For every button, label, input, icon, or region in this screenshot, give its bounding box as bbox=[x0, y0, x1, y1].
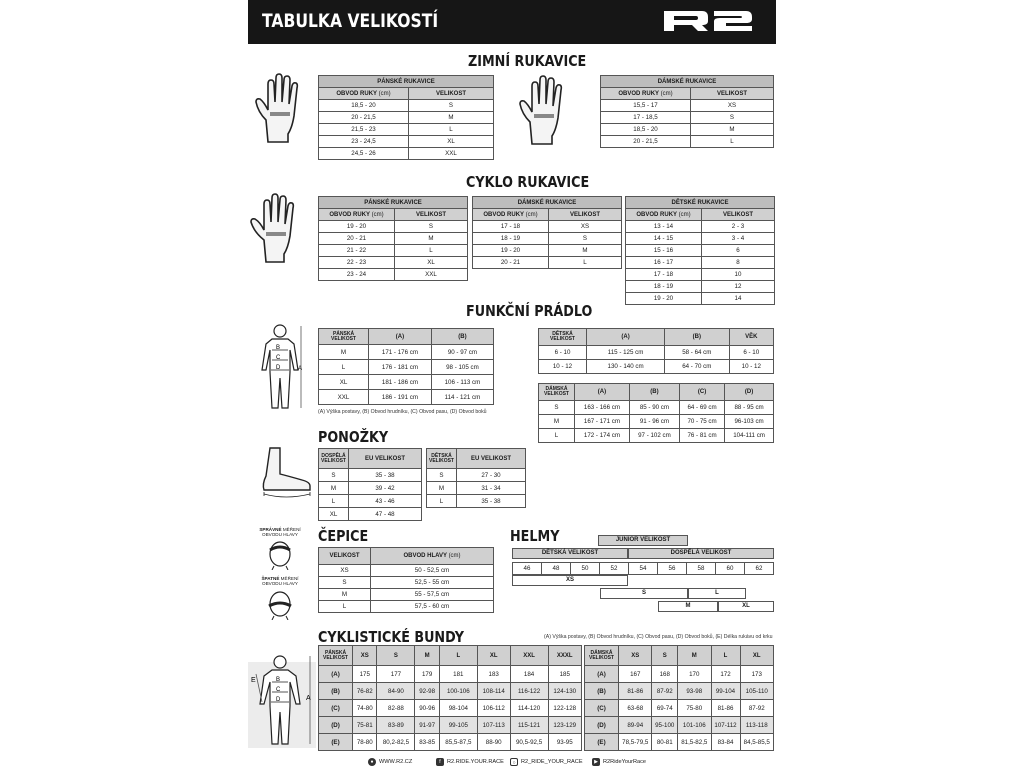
hand-outline-icon bbox=[254, 72, 310, 146]
col-header: (A) bbox=[587, 329, 665, 346]
table-row: 19 - 20 M bbox=[473, 245, 622, 257]
table-row: (C) 74-80 82-88 90-96 98-104 106-112 114-120 122-128 bbox=[319, 700, 582, 717]
table-row: 17 - 18 10 bbox=[626, 269, 775, 281]
table-row: S 163 - 166 cm 85 - 90 cm 64 - 69 cm 88 - 95 cm bbox=[539, 401, 774, 415]
bundy-note: (A) Výška postavy, (B) Obvod hrudníku, (C) Obvod pasu, (D) Obvod boků, (E) Délka rukávu od krku bbox=[544, 634, 773, 640]
table-row: 15,5 - 17 XS bbox=[601, 100, 774, 112]
col-header: (D) bbox=[725, 384, 774, 401]
table-row: L 172 - 174 cm 97 - 102 cm 76 - 81 cm 104-111 cm bbox=[539, 429, 774, 443]
table-title: DĚTSKÉ RUKAVICE bbox=[626, 197, 775, 209]
table-row: 6 - 10 115 - 125 cm 58 - 64 cm 6 - 10 bbox=[539, 346, 774, 360]
col-header: DĚTSKÁ VELIKOST bbox=[539, 329, 587, 346]
table-title: DÁMSKÉ RUKAVICE bbox=[473, 197, 622, 209]
helmy-dospela-label: DOSPĚLÁ VELIKOST bbox=[628, 548, 774, 559]
zimni-damske-table bbox=[600, 75, 774, 148]
table-row: 46 48 50 52 54 56 58 60 62 bbox=[513, 563, 774, 575]
facebook-icon: f bbox=[436, 758, 444, 766]
cyklo-detske-table bbox=[625, 196, 775, 305]
helmy-detska-label: DĚTSKÁ VELIKOST bbox=[512, 548, 628, 559]
helmy-m-bar: M bbox=[658, 601, 718, 612]
table-row: 20 - 21,5 L bbox=[601, 136, 774, 148]
col-header: OBVOD RUKY bbox=[618, 90, 659, 97]
table-row: (E) 78-80 80,2-82,5 83-85 85,5-87,5 88-90 90,5-92,5 93-95 bbox=[319, 734, 582, 751]
cyklo-damske-table bbox=[472, 196, 622, 269]
jacket-figure-icon bbox=[248, 652, 316, 748]
helmy-junior-label: JUNIOR VELIKOST bbox=[598, 535, 688, 546]
col-header: VELIKOST bbox=[409, 88, 494, 100]
figure-label-b: B bbox=[276, 345, 281, 351]
table-title: PÁNSKÉ RUKAVICE bbox=[319, 197, 468, 209]
unit-label: (cm) bbox=[678, 211, 691, 218]
helmy-s-bar: S bbox=[600, 588, 688, 599]
pradlo-panske-table bbox=[318, 328, 494, 405]
table-row: (D) 89-94 95-100 101-106 107-112 113-118 bbox=[585, 717, 774, 734]
table-row: (E) 78,5-79,5 80-81 81,5-82,5 83-84 84,5-85,5 bbox=[585, 734, 774, 751]
col-header: PÁNSKÁ VELIKOST bbox=[319, 329, 369, 345]
table-row: (A) 175 177 179 181 183 184 185 bbox=[319, 666, 582, 683]
cyklo-panske-table bbox=[318, 196, 468, 281]
ponozky-detska-table bbox=[426, 448, 526, 508]
globe-icon: ● bbox=[368, 758, 376, 766]
cepice-table bbox=[318, 547, 494, 613]
section-helmy: HELMY bbox=[510, 527, 560, 545]
figure-label-c: C bbox=[276, 355, 281, 361]
youtube-icon: ▶ bbox=[592, 758, 600, 766]
col-header: OBVOD RUKY bbox=[329, 211, 370, 218]
col-header: (A) bbox=[369, 329, 432, 345]
table-row: M 55 - 57,5 cm bbox=[319, 589, 494, 601]
table-row: 18 - 19 S bbox=[473, 233, 622, 245]
zimni-panske-table bbox=[318, 75, 494, 160]
table-row: S 35 - 38 bbox=[319, 469, 422, 482]
table-row: 14 - 15 3 - 4 bbox=[626, 233, 775, 245]
table-row: 18 - 19 12 bbox=[626, 281, 775, 293]
figure-label-a: A bbox=[306, 695, 311, 702]
unit-label: (cm) bbox=[660, 90, 673, 97]
col-header: VELIKOST bbox=[319, 548, 371, 565]
instagram-icon: ○ bbox=[510, 758, 518, 766]
helmy-sizes-table bbox=[512, 562, 774, 575]
unit-label: (cm) bbox=[448, 553, 461, 559]
table-row: S 52,5 - 55 cm bbox=[319, 577, 494, 589]
table-row: 21 - 22 L bbox=[319, 245, 468, 257]
col-header: (B) bbox=[431, 329, 493, 345]
col-header: DĚTSKÁ VELIKOST bbox=[427, 449, 457, 469]
col-header: PÁNSKÁ VELIKOST bbox=[319, 646, 353, 666]
good-measure-label: SPRÁVNÉ MĚŘENÍ OBVODU HLAVY bbox=[259, 527, 301, 537]
col-header: DÁMSKÁ VELIKOST bbox=[539, 384, 575, 401]
col-header: DÁMSKÁ VELIKOST bbox=[585, 646, 619, 666]
table-row: 20 - 21 L bbox=[473, 257, 622, 269]
hand-outline-icon bbox=[518, 72, 576, 148]
helmy-xs-bar: XS bbox=[512, 575, 628, 586]
pradlo-note: (A) Výška postavy, (B) Obvod hrudníku, (C) Obvod pasu, (D) Obvod boků bbox=[318, 409, 487, 415]
head-correct-icon bbox=[264, 540, 296, 570]
bundy-panske-table: PÁNSKÁ VELIKOST XS S M L XL XXL XXXL (A) 175 177 179 181 183 184 185 (B) 76-82 84-90 92-98 100-106 108-114 116-122 124-130 (C) 74-80 82-88 90-96 98-104 106-112 114-120 122-128 (D) 75-81 83-89 91-97 99-105 107-113 115-121 123-129 (E) 78-80 80,2-82,5 83-85 85,5-87,5 88-90 90,5-92,5 93-95 bbox=[318, 645, 582, 751]
table-row: XXL 186 - 191 cm 114 - 121 cm bbox=[319, 390, 494, 405]
table-row: M 31 - 34 bbox=[427, 482, 526, 495]
col-header: OBVOD HLAVY bbox=[403, 553, 447, 559]
table-title: DÁMSKÉ RUKAVICE bbox=[601, 76, 774, 88]
col-header: EU VELIKOST bbox=[349, 449, 422, 469]
r2-logo bbox=[658, 9, 754, 33]
table-row: 24,5 - 26 XXL bbox=[319, 148, 494, 160]
col-header: DOSPĚLÁ VELIKOST bbox=[319, 449, 349, 469]
col-header: (A) bbox=[575, 384, 630, 401]
col-header: VELIKOST bbox=[691, 88, 774, 100]
section-pradlo: FUNKČNÍ PRÁDLO bbox=[466, 302, 593, 320]
unit-label: (cm) bbox=[525, 211, 538, 218]
col-header: VELIKOST bbox=[702, 209, 775, 221]
table-row: 23 - 24 XXL bbox=[319, 269, 468, 281]
figure-label-a: A bbox=[298, 366, 303, 372]
pradlo-detske-table bbox=[538, 328, 774, 374]
helmy-xl-bar: XL bbox=[718, 601, 774, 612]
table-row: 15 - 16 6 bbox=[626, 245, 775, 257]
table-row: L 176 - 181 cm 98 - 105 cm bbox=[319, 360, 494, 375]
table-title: PÁNSKÉ RUKAVICE bbox=[319, 76, 494, 88]
col-header: (C) bbox=[679, 384, 724, 401]
table-row: 20 - 21 M bbox=[319, 233, 468, 245]
table-row: M 171 - 176 cm 90 - 97 cm bbox=[319, 345, 494, 360]
figure-label-b: B bbox=[276, 677, 281, 683]
figure-label-e: E bbox=[251, 677, 256, 684]
col-header: (B) bbox=[629, 384, 679, 401]
table-row: 13 - 14 2 - 3 bbox=[626, 221, 775, 233]
table-row: L 57,5 - 60 cm bbox=[319, 601, 494, 613]
table-row: 21,5 - 23 L bbox=[319, 124, 494, 136]
col-header: OBVOD RUKY bbox=[636, 211, 677, 218]
footer-instagram[interactable]: ○ R2_RIDE_YOUR_RACE bbox=[510, 758, 583, 766]
section-ponozky: PONOŽKY bbox=[318, 428, 389, 446]
head-incorrect-icon bbox=[264, 590, 296, 620]
table-row: XL 181 - 186 cm 106 - 113 cm bbox=[319, 375, 494, 390]
table-row: 20 - 21,5 M bbox=[319, 112, 494, 124]
table-row: S 27 - 30 bbox=[427, 469, 526, 482]
table-row: M 39 - 42 bbox=[319, 482, 422, 495]
glove-outline-icon bbox=[248, 192, 310, 266]
section-zimni: ZIMNÍ RUKAVICE bbox=[468, 52, 587, 70]
unit-label: (cm) bbox=[371, 211, 384, 218]
table-row: (A) 167 168 170 172 173 bbox=[585, 666, 774, 683]
table-row: 19 - 20 S bbox=[319, 221, 468, 233]
figure-label-d: D bbox=[276, 697, 281, 703]
table-row: 17 - 18 XS bbox=[473, 221, 622, 233]
col-header: VĚK bbox=[729, 329, 773, 346]
pradlo-damske-table bbox=[538, 383, 774, 443]
table-row: XL 47 - 48 bbox=[319, 508, 422, 521]
bad-measure-label: ŠPATNÉ MĚŘENÍ OBVODU HLAVY bbox=[261, 576, 299, 586]
table-row: (D) 75-81 83-89 91-97 99-105 107-113 115-121 123-129 bbox=[319, 717, 582, 734]
table-row: 16 - 17 8 bbox=[626, 257, 775, 269]
table-row: (B) 76-82 84-90 92-98 100-106 108-114 116-122 124-130 bbox=[319, 683, 582, 700]
table-row: 17 - 18,5 S bbox=[601, 112, 774, 124]
footer-youtube[interactable]: ▶ R2RideYourRace bbox=[592, 758, 646, 766]
page-title: TABULKA VELIKOSTÍ bbox=[262, 10, 439, 32]
section-bundy: CYKLISTICKÉ BUNDY bbox=[318, 628, 464, 646]
table-row: (B) 81-86 87-92 93-98 99-104 105-110 bbox=[585, 683, 774, 700]
unit-label: (cm) bbox=[378, 90, 391, 97]
table-row: 10 - 12 130 - 140 cm 64 - 70 cm 10 - 12 bbox=[539, 360, 774, 374]
table-row: 19 - 20 14 bbox=[626, 293, 775, 305]
col-header: VELIKOST bbox=[549, 209, 622, 221]
bundy-damske-table: DÁMSKÁ VELIKOST XS S M L XL (A) 167 168 170 172 173 (B) 81-86 87-92 93-98 99-104 105-110 (C) 63-68 69-74 75-80 81-86 87-92 (D) 89-94 95-100 101-106 107-112 113-118 (E) 78,5-79,5 80-81 81,5-82,5 83-84 84,5-85,5 bbox=[584, 645, 774, 751]
figure-label-d: D bbox=[276, 365, 281, 371]
table-row: L 35 - 38 bbox=[427, 495, 526, 508]
table-row: 22 - 23 XL bbox=[319, 257, 468, 269]
table-row: XS 50 - 52,5 cm bbox=[319, 565, 494, 577]
helmy-l-bar: L bbox=[688, 588, 746, 599]
footer-web[interactable]: ● WWW.R2.CZ bbox=[368, 758, 412, 766]
figure-label-c: C bbox=[276, 687, 281, 693]
col-header: EU VELIKOST bbox=[457, 449, 526, 469]
section-cyklo: CYKLO RUKAVICE bbox=[466, 173, 590, 191]
col-header: OBVOD RUKY bbox=[336, 90, 377, 97]
body-figure-icon bbox=[254, 322, 306, 412]
col-header: VELIKOST bbox=[395, 209, 468, 221]
foot-outline-icon bbox=[258, 444, 314, 500]
table-row: (C) 63-68 69-74 75-80 81-86 87-92 bbox=[585, 700, 774, 717]
header-bar bbox=[248, 0, 776, 44]
col-header: (B) bbox=[665, 329, 729, 346]
table-row: 18,5 - 20 S bbox=[319, 100, 494, 112]
ponozky-dospela-table bbox=[318, 448, 422, 521]
table-row: M 167 - 171 cm 91 - 96 cm 70 - 75 cm 96-103 cm bbox=[539, 415, 774, 429]
table-row: 18,5 - 20 M bbox=[601, 124, 774, 136]
footer-facebook[interactable]: f R2.RIDE.YOUR.RACE bbox=[436, 758, 504, 766]
section-cepice: ČEPICE bbox=[318, 527, 369, 545]
size-chart-sheet bbox=[248, 0, 776, 768]
col-header: OBVOD RUKY bbox=[483, 211, 524, 218]
table-row: L 43 - 46 bbox=[319, 495, 422, 508]
table-row: 23 - 24,5 XL bbox=[319, 136, 494, 148]
